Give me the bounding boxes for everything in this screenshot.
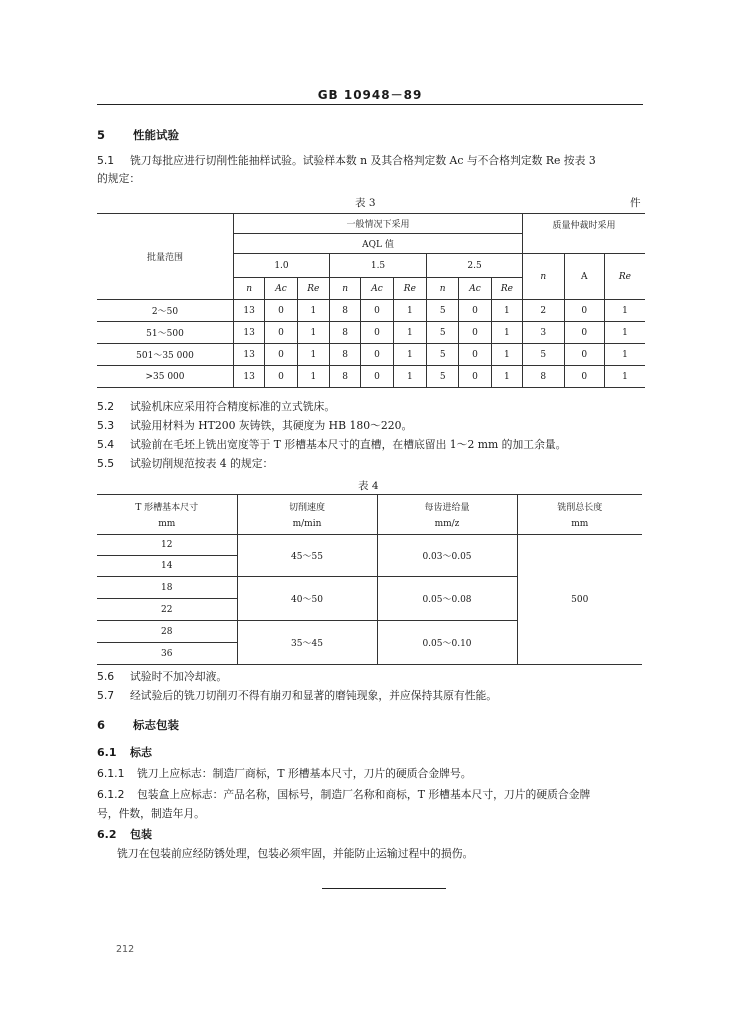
general-use-header: 一般情况下采用: [233, 214, 522, 234]
general-value-cell: 1: [393, 322, 426, 344]
feed-cell: 0.05～0.08: [377, 577, 517, 621]
clause-5-2: [97, 399, 335, 415]
general-value-cell: 0: [361, 344, 393, 366]
clause-5-5: [97, 456, 273, 472]
general-value-cell: 1: [297, 300, 329, 322]
batch-range-cell: 2～50: [97, 300, 233, 322]
general-value-cell: 13: [233, 300, 264, 322]
col-n: n: [233, 278, 264, 300]
table-row: [97, 300, 645, 322]
clause-5-6: [97, 669, 227, 685]
clause-6-1-1: [97, 766, 472, 782]
clause-5-4: [97, 437, 566, 453]
clause-number: 5.7: [97, 689, 115, 702]
clause-number: 5.2: [97, 400, 115, 413]
clause-text: 铣刀每批应进行切削性能抽样试验。试验样本数 n 及其合格判定数 Ac 与不合格判定数 Re 按表 3: [130, 154, 596, 167]
subsection-6-2-heading: [97, 826, 152, 842]
dispute-value-cell: 8: [523, 366, 564, 388]
col-n: n: [427, 278, 459, 300]
speed-cell: 45～55: [237, 535, 377, 577]
page-number: 212: [116, 944, 135, 955]
clause-number: 6.2: [97, 828, 117, 841]
slot-size-cell: 22: [97, 599, 237, 621]
general-value-cell: 1: [491, 300, 522, 322]
batch-range-cell: 501～35 000: [97, 344, 233, 366]
clause-5-1: [97, 153, 649, 169]
general-value-cell: 1: [393, 344, 426, 366]
subsection-title: 标志: [130, 746, 152, 759]
general-value-cell: 5: [427, 366, 459, 388]
end-rule: [322, 888, 446, 889]
general-value-cell: 0: [361, 366, 393, 388]
clause-text: 试验切削规范按表 4 的规定：: [130, 457, 274, 470]
dispute-value-cell: 1: [604, 366, 645, 388]
header-unit: m/min: [292, 519, 322, 529]
general-value-cell: 13: [233, 322, 264, 344]
col-ac: Ac: [361, 278, 393, 300]
general-value-cell: 1: [297, 344, 329, 366]
general-value-cell: 0: [459, 366, 491, 388]
table-row: [97, 322, 645, 344]
batch-range-cell: 51～500: [97, 322, 233, 344]
clause-text: 经试验后的铣刀切削刃不得有崩刃和显著的磨钝现象，并应保持其原有性能。: [130, 689, 498, 702]
general-value-cell: 8: [330, 300, 361, 322]
aql-value: 1.5: [330, 254, 427, 278]
batch-range-header: 批量范围: [97, 214, 233, 300]
dispute-col-a: A: [564, 254, 604, 300]
clause-6-1-2: [97, 787, 649, 803]
col-re: Re: [297, 278, 329, 300]
general-value-cell: 0: [361, 300, 393, 322]
general-value-cell: 5: [427, 322, 459, 344]
general-value-cell: 5: [427, 344, 459, 366]
general-value-cell: 1: [491, 366, 522, 388]
slot-size-cell: 28: [97, 621, 237, 643]
feed-cell: 0.05～0.10: [377, 621, 517, 665]
general-value-cell: 1: [491, 322, 522, 344]
header-unit: mm: [571, 519, 589, 529]
general-value-cell: 1: [297, 366, 329, 388]
clause-number: 6.1.2: [97, 788, 125, 801]
table-3: [97, 213, 645, 388]
general-value-cell: 0: [265, 322, 297, 344]
header-feed: [377, 495, 517, 535]
table-4: [97, 494, 642, 665]
dispute-value-cell: 0: [564, 366, 604, 388]
table-3-caption: 表 3: [355, 197, 376, 209]
clause-text: 包装盒上应标志：产品名称，国标号，制造厂名称和商标，T 形槽基本尺寸，刀片的硬质合金牌: [137, 788, 591, 801]
clause-text: 试验前在毛坯上铣出宽度等于 T 形槽基本尺寸的直槽，在槽底留出 1～2 mm 的加工余量。: [130, 438, 567, 451]
header-name: 切削速度: [288, 503, 325, 513]
slot-size-cell: 14: [97, 556, 237, 577]
section-number: 5: [97, 128, 106, 142]
feed-cell: 0.03～0.05: [377, 535, 517, 577]
general-value-cell: 8: [330, 366, 361, 388]
general-value-cell: 0: [361, 322, 393, 344]
aql-header: AQL 值: [233, 234, 522, 254]
speed-cell: 35～45: [237, 621, 377, 665]
clause-number: 5.1: [97, 154, 115, 167]
clause-text: 试验机床应采用符合精度标准的立式铣床。: [130, 400, 336, 413]
clause-number: 6.1.1: [97, 767, 125, 780]
table-4-caption: 表 4: [358, 480, 379, 492]
col-re: Re: [393, 278, 426, 300]
dispute-value-cell: 3: [523, 322, 564, 344]
section-number: 6: [97, 718, 106, 732]
header-speed: [237, 495, 377, 535]
clause-number: 6.1: [97, 746, 117, 759]
col-ac: Ac: [265, 278, 297, 300]
dispute-value-cell: 0: [564, 344, 604, 366]
dispute-value-cell: 0: [564, 300, 604, 322]
clause-number: 5.6: [97, 670, 115, 683]
clause-6-1-2-continuation: 号，件数，制造年月。: [97, 807, 205, 820]
slot-size-cell: 36: [97, 643, 237, 665]
table-row: [97, 366, 645, 388]
general-value-cell: 1: [393, 366, 426, 388]
general-value-cell: 0: [459, 322, 491, 344]
subsection-title: 包装: [130, 828, 152, 841]
general-value-cell: 0: [459, 344, 491, 366]
table-row: [97, 344, 645, 366]
header-total-length: [517, 495, 642, 535]
dispute-value-cell: 1: [604, 322, 645, 344]
general-value-cell: 13: [233, 366, 264, 388]
total-length-cell: 500: [517, 535, 642, 665]
clause-number: 5.5: [97, 457, 115, 470]
general-value-cell: 8: [330, 322, 361, 344]
section-6-heading: [97, 717, 179, 733]
clause-number: 5.4: [97, 438, 115, 451]
section-title: 标志包装: [133, 718, 179, 732]
batch-range-cell: >35 000: [97, 366, 233, 388]
clause-text: 试验用材料为 HT200 灰铸铁，其硬度为 HB 180～220。: [130, 419, 413, 432]
standard-code-header: GB 10948－89: [317, 88, 423, 102]
general-value-cell: 1: [491, 344, 522, 366]
dispute-value-cell: 0: [564, 322, 604, 344]
section-5-heading: [97, 127, 179, 143]
general-value-cell: 1: [297, 322, 329, 344]
slot-size-cell: 18: [97, 577, 237, 599]
aql-value: 2.5: [427, 254, 523, 278]
dispute-value-cell: 5: [523, 344, 564, 366]
general-value-cell: 0: [459, 300, 491, 322]
header-name: 每齿进给量: [424, 503, 470, 513]
header-name: 铣削总长度: [557, 503, 603, 513]
general-value-cell: 0: [265, 300, 297, 322]
general-value-cell: 8: [330, 344, 361, 366]
clause-text: 铣刀上应标志：制造厂商标，T 形槽基本尺寸，刀片的硬质合金牌号。: [137, 767, 472, 780]
header-name: T 形槽基本尺寸: [135, 503, 199, 513]
dispute-value-cell: 1: [604, 300, 645, 322]
dispute-value-cell: 2: [523, 300, 564, 322]
general-value-cell: 1: [393, 300, 426, 322]
clause-5-1-continuation: 的规定：: [97, 172, 141, 185]
clause-number: 5.3: [97, 419, 115, 432]
subsection-6-1-heading: [97, 744, 152, 760]
table-3-unit: 件: [630, 197, 641, 209]
header-slot-size: [97, 495, 237, 535]
aql-value: 1.0: [233, 254, 329, 278]
dispute-col-re: Re: [604, 254, 645, 300]
header-unit: mm: [158, 519, 176, 529]
col-re: Re: [491, 278, 522, 300]
general-value-cell: 0: [265, 344, 297, 366]
dispute-value-cell: 1: [604, 344, 645, 366]
clause-6-2-text: 铣刀在包装前应经防锈处理，包装必须牢固，并能防止运输过程中的损伤。: [117, 847, 474, 860]
col-n: n: [330, 278, 361, 300]
dispute-col-n: n: [523, 254, 564, 300]
slot-size-cell: 12: [97, 535, 237, 556]
general-value-cell: 0: [265, 366, 297, 388]
dispute-use-header: 质量仲裁时采用: [523, 214, 645, 254]
general-value-cell: 13: [233, 344, 264, 366]
clause-5-7: [97, 688, 497, 704]
speed-cell: 40～50: [237, 577, 377, 621]
section-title: 性能试验: [133, 128, 179, 142]
general-value-cell: 5: [427, 300, 459, 322]
clause-text: 试验时不加冷却液。: [130, 670, 228, 683]
clause-5-3: [97, 418, 412, 434]
col-ac: Ac: [459, 278, 491, 300]
header-rule: [97, 104, 643, 105]
header-unit: mm/z: [434, 519, 460, 529]
